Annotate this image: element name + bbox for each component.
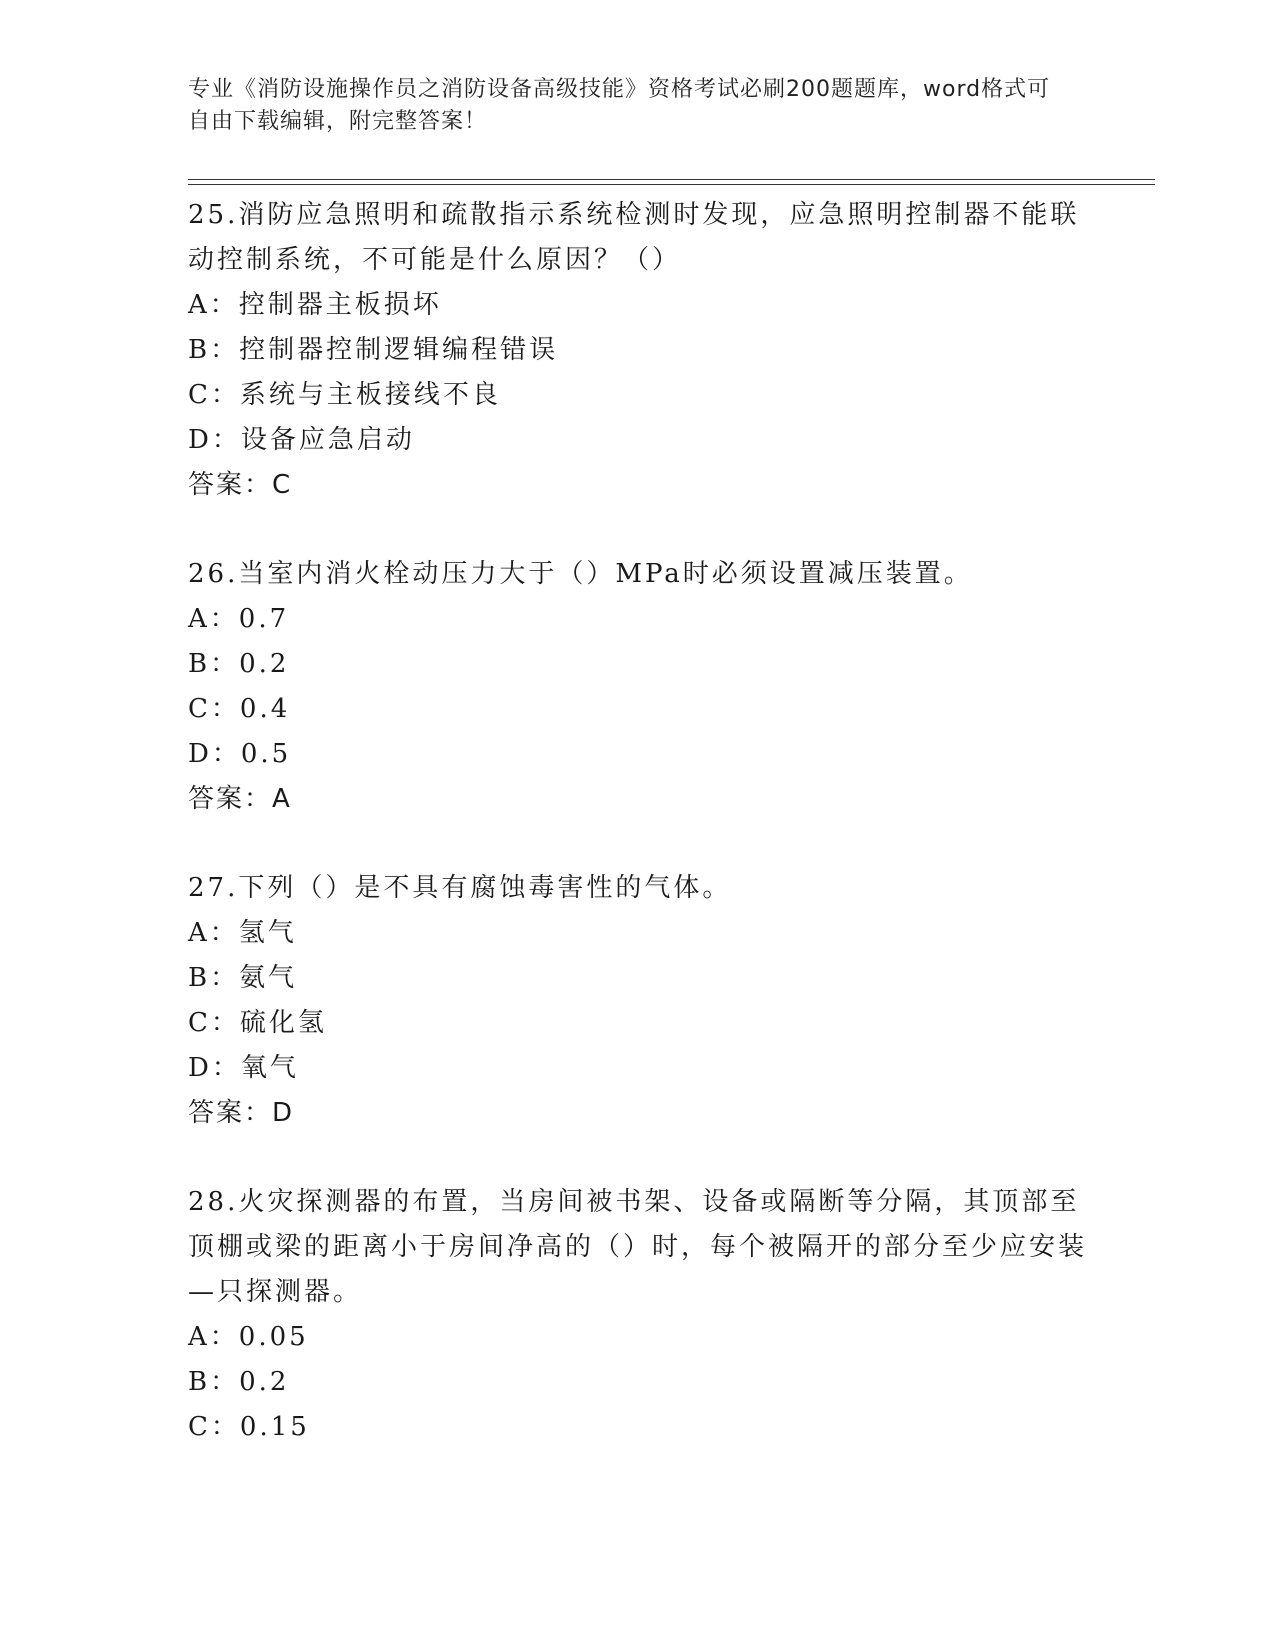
option-text: 0.15 (239, 1412, 310, 1442)
option-a (188, 911, 1088, 956)
option-key: A： (188, 290, 239, 320)
option-a (188, 1315, 1088, 1360)
question-26 (188, 552, 1088, 822)
option-key: B： (188, 1367, 240, 1397)
question-stem: 火灾探测器的布置，当房间被书架、设备或隔断等分隔，其顶部至顶棚或梁的距离小于房间净高的（）时，每个被隔开的部分至少应安装—只探测器。 (188, 1187, 1088, 1307)
document-intro: 专业《消防设施操作员之消防设备高级技能》资格考试必刷200题题库，word格式可自由下载编辑，附完整答案！ (188, 77, 1051, 134)
option-d (188, 418, 1088, 463)
option-text: 氧气 (240, 1053, 299, 1083)
option-d (188, 732, 1088, 777)
option-key: C： (188, 380, 240, 410)
answer-label: 答案： (188, 1098, 273, 1128)
option-text: 设备应急启动 (240, 425, 415, 455)
answer-value: C (272, 470, 293, 500)
option-key: A： (188, 1322, 239, 1352)
option-b (188, 1360, 1088, 1405)
question-text (188, 866, 1088, 911)
header-divider-bottom (188, 184, 1155, 185)
option-c (188, 373, 1088, 418)
question-stem: 当室内消火栓动压力大于（）MPa时必须设置减压装置。 (238, 559, 973, 589)
option-text: 0.7 (238, 604, 290, 634)
option-text: 控制器主板损坏 (238, 290, 442, 320)
option-text: 氢气 (238, 918, 297, 948)
question-number: 27. (188, 873, 239, 903)
option-key: D： (188, 1053, 241, 1083)
option-key: C： (188, 1412, 240, 1442)
question-number: 25. (188, 200, 239, 230)
question-text (188, 193, 1088, 283)
question-text (188, 552, 1088, 597)
question-text (188, 1180, 1088, 1315)
option-text: 0.2 (239, 649, 290, 679)
question-number: 28. (188, 1187, 239, 1217)
option-key: A： (188, 604, 239, 634)
option-key: D： (188, 739, 241, 769)
header-divider-top (188, 179, 1155, 180)
option-b (188, 328, 1088, 373)
option-a (188, 283, 1088, 328)
question-27 (188, 866, 1088, 1136)
option-b (188, 956, 1088, 1001)
answer-label: 答案： (188, 470, 273, 500)
option-key: B： (188, 963, 240, 993)
option-key: B： (188, 649, 240, 679)
option-text: 系统与主板接线不良 (239, 380, 501, 410)
answer-line (188, 777, 1088, 822)
option-d (188, 1046, 1088, 1091)
answer-line (188, 1091, 1088, 1136)
option-key: D： (188, 425, 241, 455)
option-key: B： (188, 335, 240, 365)
option-a (188, 597, 1088, 642)
question-28 (188, 1180, 1088, 1450)
question-number: 26. (188, 559, 239, 589)
question-list (188, 193, 1088, 1494)
option-text: 硫化氢 (239, 1008, 327, 1038)
answer-line (188, 463, 1088, 508)
answer-value: A (272, 784, 292, 814)
option-key: C： (188, 1008, 240, 1038)
answer-label: 答案： (188, 784, 273, 814)
answer-value: D (272, 1098, 295, 1128)
question-stem: 消防应急照明和疏散指示系统检测时发现，应急照明控制器不能联动控制系统，不可能是什么原因？（） (188, 200, 1080, 275)
option-text: 0.5 (240, 739, 292, 769)
option-c (188, 1405, 1088, 1450)
option-text: 控制器控制逻辑编程错误 (239, 335, 559, 365)
option-text: 0.4 (239, 694, 291, 724)
option-text: 0.2 (239, 1367, 290, 1397)
question-stem: 下列（）是不具有腐蚀毒害性的气体。 (238, 873, 732, 903)
option-text: 0.05 (238, 1322, 309, 1352)
question-25 (188, 193, 1088, 508)
option-key: A： (188, 918, 239, 948)
option-text: 氨气 (239, 963, 298, 993)
option-b (188, 642, 1088, 687)
option-key: C： (188, 694, 240, 724)
option-c (188, 687, 1088, 732)
option-c (188, 1001, 1088, 1046)
